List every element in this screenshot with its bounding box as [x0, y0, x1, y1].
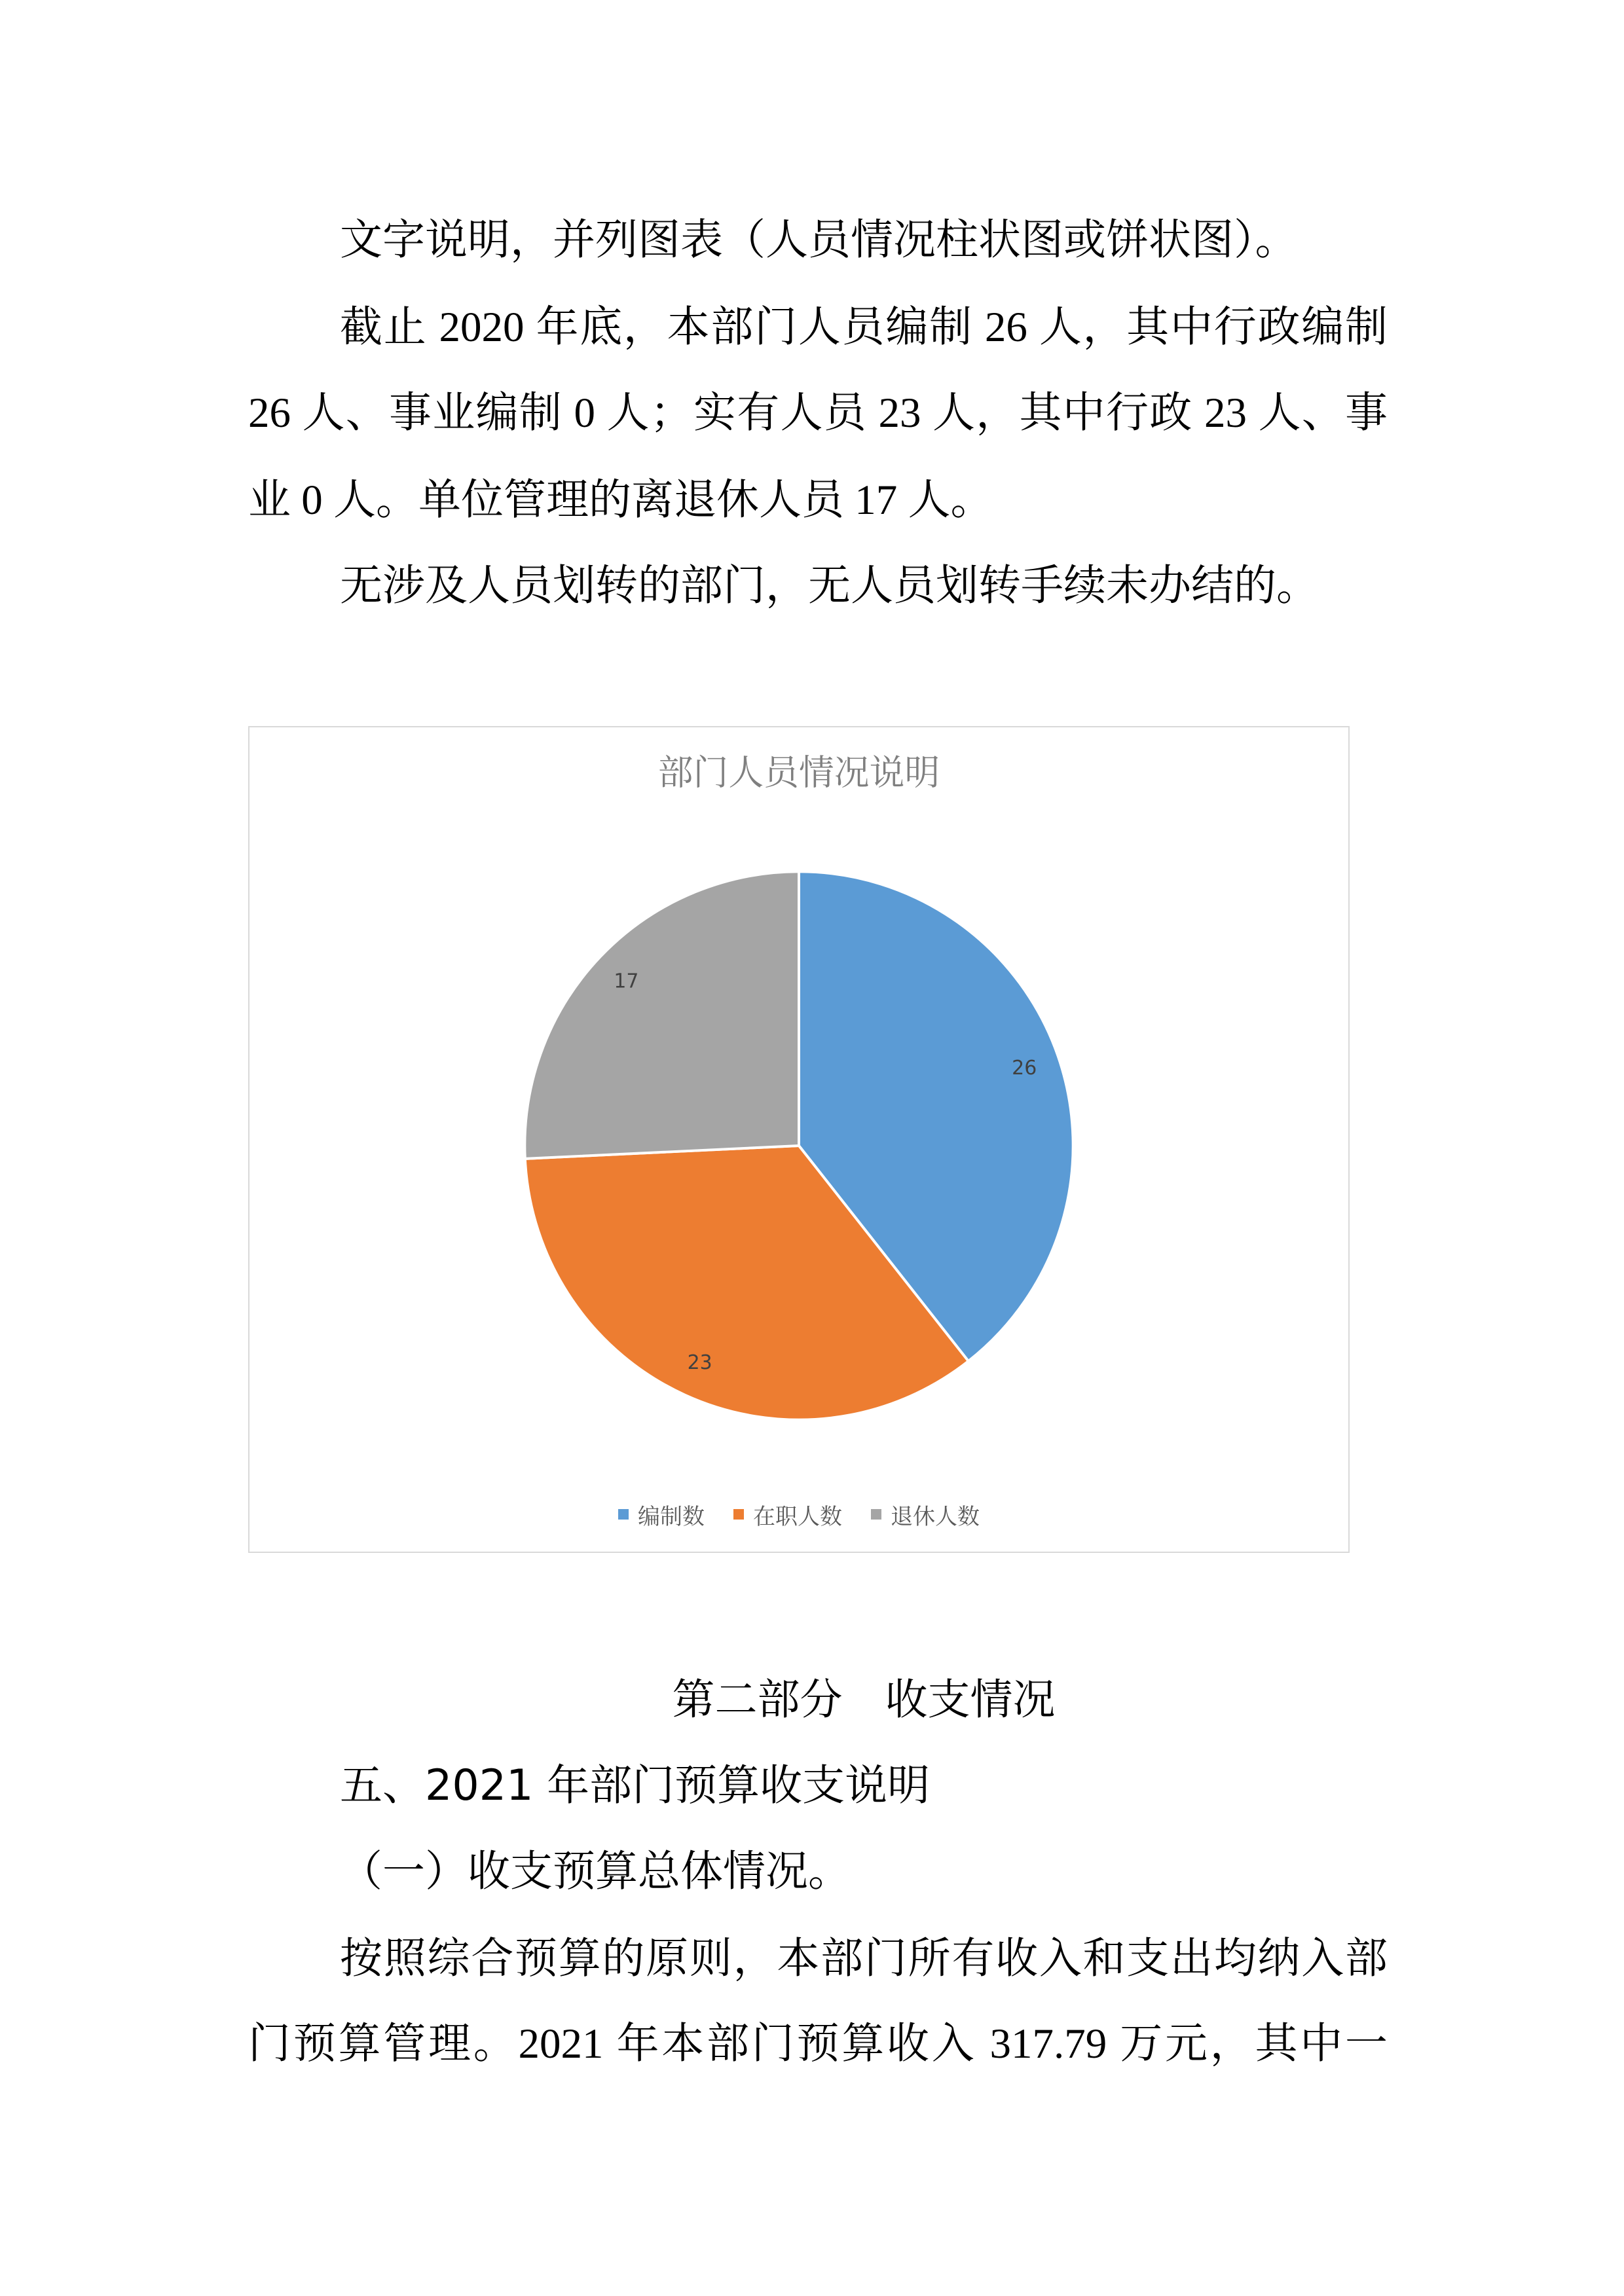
- paragraph-transfer: 无涉及人员划转的部门，无人员划转手续未办结的。: [340, 562, 1320, 610]
- paragraph-budget-line-2: 门预算管理。2021 年本部门预算收入 317.79 万元，其中一: [248, 2020, 1388, 2068]
- legend-label: 在职人数: [753, 1503, 842, 1530]
- legend-marker: [871, 1509, 881, 1520]
- legend-marker: [733, 1509, 744, 1520]
- paragraph-staff-line-1: 截止 2020 年底，本部门人员编制 26 人，其中行政编制: [340, 304, 1388, 351]
- subsubsection-heading: （一）收支预算总体情况。: [340, 1848, 851, 1895]
- staff-pie-chart: [248, 726, 1350, 1553]
- legend-item-employed: [733, 1499, 842, 1531]
- paragraph-budget-line-1: 按照综合预算的原则，本部门所有收入和支出均纳入部: [340, 1935, 1388, 1982]
- paragraph-intro: 文字说明，并列图表（人员情况柱状图或饼状图）。: [340, 217, 1298, 264]
- section-heading: 第二部分 收支情况: [672, 1675, 1056, 1724]
- paragraph-staff-line-3: 业 0 人。单位管理的离退休人员 17 人。: [248, 477, 993, 524]
- pie-slice-3: [525, 871, 799, 1159]
- pie-slices: [525, 871, 1073, 1419]
- chart-title: 部门人员情况说明: [657, 752, 940, 793]
- data-label-3: 17: [614, 970, 639, 993]
- legend-item-retired: [871, 1499, 980, 1531]
- subsection-heading: 五、2021 年部门预算收支说明: [340, 1761, 931, 1810]
- paragraph-staff-line-2: 26 人、事业编制 0 人；实有人员 23 人，其中行政 23 人、事: [248, 390, 1388, 437]
- legend-label: 编制数: [638, 1503, 705, 1530]
- chart-legend: [249, 1500, 1348, 1529]
- data-label-1: 26: [1012, 1056, 1037, 1080]
- legend-marker: [618, 1509, 629, 1520]
- pie-chart-canvas: [249, 727, 1348, 1552]
- legend-label: 退休人数: [891, 1503, 980, 1530]
- legend-item-staffing: [618, 1499, 705, 1531]
- data-label-2: 23: [687, 1351, 712, 1375]
